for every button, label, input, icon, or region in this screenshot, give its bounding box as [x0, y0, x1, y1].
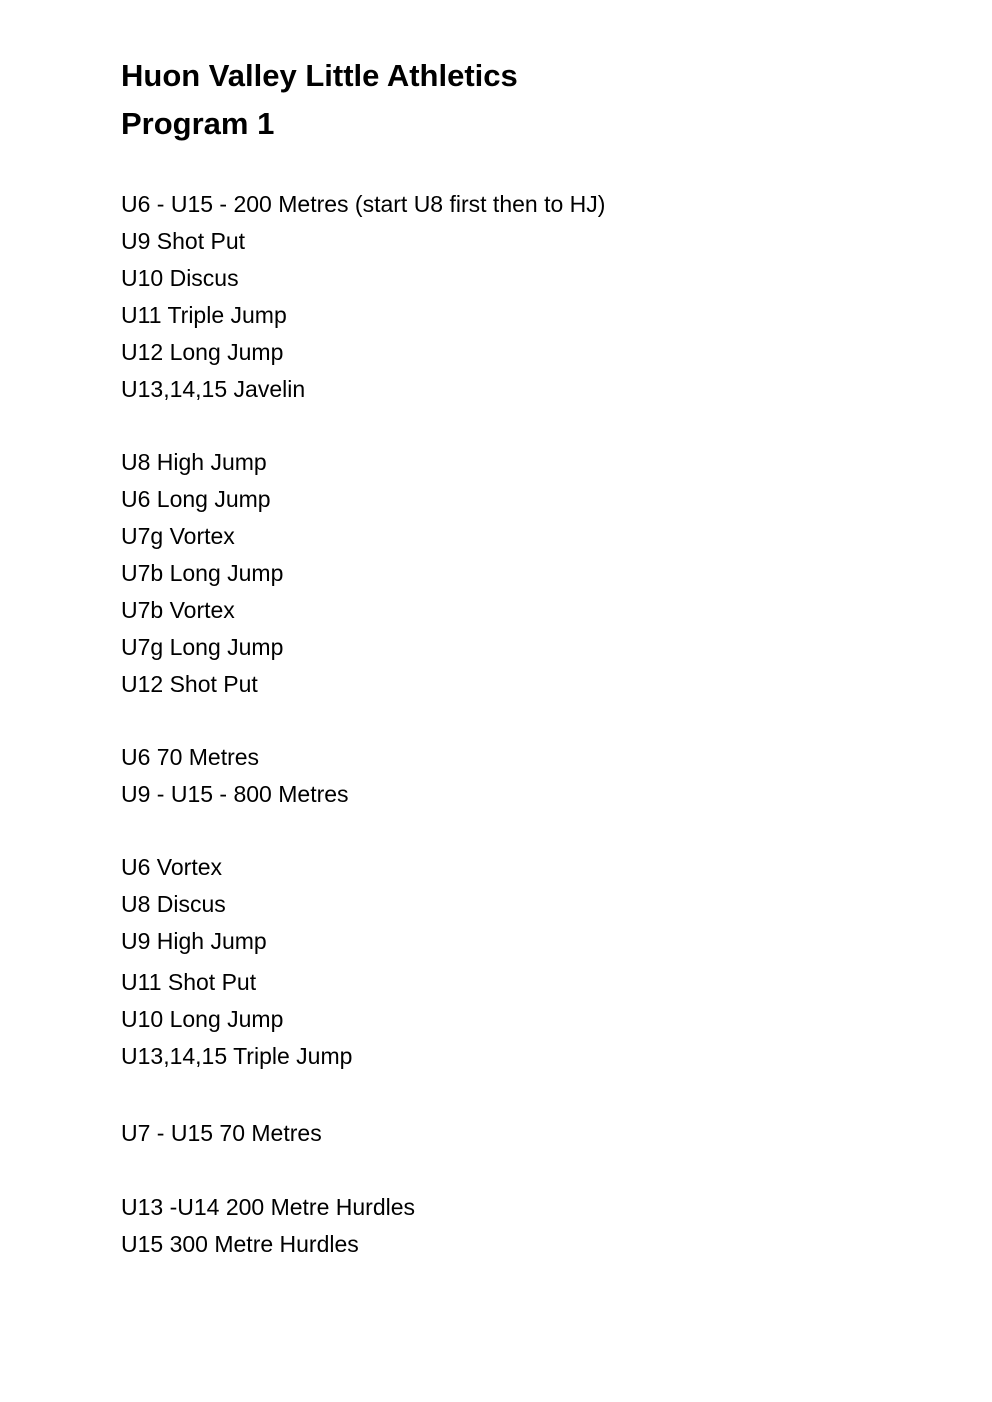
- program-item: U15 300 Metre Hurdles: [121, 1231, 359, 1257]
- program-item: U13,14,15 Javelin: [121, 376, 306, 402]
- program-item: U6 - U15 - 200 Metres (start U8 first then to HJ): [121, 191, 606, 217]
- program-item: U7g Vortex: [121, 523, 235, 549]
- program-item: U11 Shot Put: [121, 969, 257, 995]
- program-item: U10 Discus: [121, 265, 239, 291]
- program-item: U7 - U15 70 Metres: [121, 1120, 322, 1146]
- program-item: U13,14,15 Triple Jump: [121, 1043, 353, 1069]
- program-item: U7b Vortex: [121, 597, 235, 623]
- program-title: Program 1: [121, 106, 275, 141]
- program-item: U11 Triple Jump: [121, 302, 287, 328]
- program-item: U6 Long Jump: [121, 486, 271, 512]
- program-item: U7g Long Jump: [121, 634, 284, 660]
- program-item: U12 Long Jump: [121, 339, 284, 365]
- program-item: U7b Long Jump: [121, 560, 284, 586]
- program-item: U12 Shot Put: [121, 671, 258, 697]
- program-item: U8 Discus: [121, 891, 226, 917]
- program-item: U10 Long Jump: [121, 1006, 284, 1032]
- program-item: U6 Vortex: [121, 854, 222, 880]
- program-item: U8 High Jump: [121, 449, 267, 475]
- document-title: Huon Valley Little Athletics: [121, 58, 518, 93]
- program-item: U9 High Jump: [121, 928, 267, 954]
- program-item: U13 -U14 200 Metre Hurdles: [121, 1194, 416, 1220]
- program-item: U9 - U15 - 800 Metres: [121, 781, 349, 807]
- program-item: U6 70 Metres: [121, 744, 260, 770]
- program-item: U9 Shot Put: [121, 228, 246, 254]
